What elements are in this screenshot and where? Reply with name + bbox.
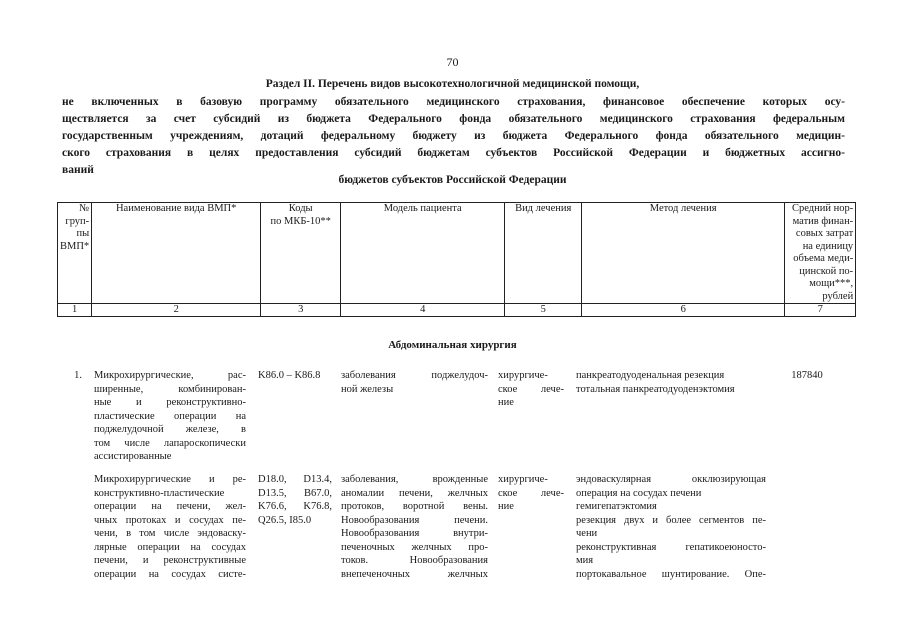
column-number: 4	[341, 304, 505, 317]
column-number: 2	[92, 304, 261, 317]
column-number: 6	[582, 304, 785, 317]
col-header-group-number: № груп- пы ВМП*	[58, 203, 92, 304]
column-number: 3	[261, 304, 341, 317]
column-number-row	[58, 304, 856, 317]
col-header-treatment-type: Вид лечения	[505, 203, 582, 304]
section-heading-line-2: не включенных в базовую программу обязательного медицинского страхования, финансовое обеспечение которых осу-	[62, 96, 845, 108]
column-number: 7	[785, 304, 856, 317]
row-1-treatment-method: панкреатодуоденальная резекция тотальная панкреатодуоденэктомия	[576, 370, 735, 395]
section-heading-line-1: Раздел II. Перечень видов высокотехнологичной медицинской помощи,	[265, 78, 640, 90]
row-2-icd-codes: D18.0, D13.4, D13.5, B67.0, K76.6, K76.8, Q26.5, I85.0	[258, 474, 332, 526]
col-header-icd-codes: Коды по МКБ-10**	[261, 203, 341, 304]
row-1-patient-model: заболевания поджелудоч- ной железы	[341, 370, 488, 395]
section-title: Абдоминальная хирургия	[388, 339, 517, 351]
col-header-treatment-method: Метод лечения	[582, 203, 785, 304]
column-number: 5	[505, 304, 582, 317]
column-number: 1	[58, 304, 92, 317]
row-1-treatment-type: хирургиче- ское лече- ние	[498, 370, 564, 408]
col-header-financial-norm: Средний нор- матив финан- совых затрат на единицу объема меди- цинской по- мощи***, рублей	[785, 203, 856, 304]
row-1-group-number: 1.	[74, 370, 82, 381]
section-heading-line-3: ществляется за счет субсидий из бюджета Федерального фонда обязательного медицинского страхования федеральным	[62, 113, 845, 125]
section-heading-line-6: ваний	[62, 164, 94, 176]
col-header-vmp-name: Наименование вида ВМП*	[92, 203, 261, 304]
row-2-vmp-name: Микрохирургические и ре- конструктивно-пластические операции на печени, жел- чных протоках и сосудах пе- чени, в том числе эндоваску- лярные операции на сосудах печени, и реконструктивные операции на сосудах систе-	[94, 474, 246, 580]
page-number: 70	[446, 55, 459, 69]
section-heading-line-4: государственным учреждениям, дотаций федеральному бюджету из бюджета Федерального фонда обязательного медицин-	[62, 130, 845, 142]
row-1-financial-norm: 187840	[791, 370, 823, 381]
row-1-icd-codes: K86.0 – K86.8	[258, 370, 321, 381]
section-heading-line-5: ского страхования в целях предоставления субсидий бюджетам субъектов Российской Федерации и бюджетных ассигно-	[62, 147, 845, 159]
row-1-vmp-name: Микрохирургические, рас- ширенные, комбинирован- ные и реконструктивно- пластические операции на поджелудочной железе, в том числе лапароскопически ассистированные	[94, 370, 246, 462]
row-2-treatment-type: хирургиче- ское лече- ние	[498, 474, 564, 512]
col-header-patient-model: Модель пациента	[341, 203, 505, 304]
row-2-treatment-method: эндоваскулярная окклюзирующая операция на сосудах печени гемигепатэктомия резекция двух и более сегментов пе- чени реконструктивная гепатикоеюносто- мия портокавальное шунтирование. Опе-	[576, 474, 766, 580]
table-header	[57, 202, 856, 317]
section-heading-line-7: бюджетов субъектов Российской Федерации	[338, 174, 567, 186]
row-2-patient-model: заболевания, врожденные аномалии печени, желчных протоков, воротной вены. Новообразования печени. Новообразования внутри- печеночных желчных про- токов. Новообразования внепеченочных желчных	[341, 474, 488, 580]
